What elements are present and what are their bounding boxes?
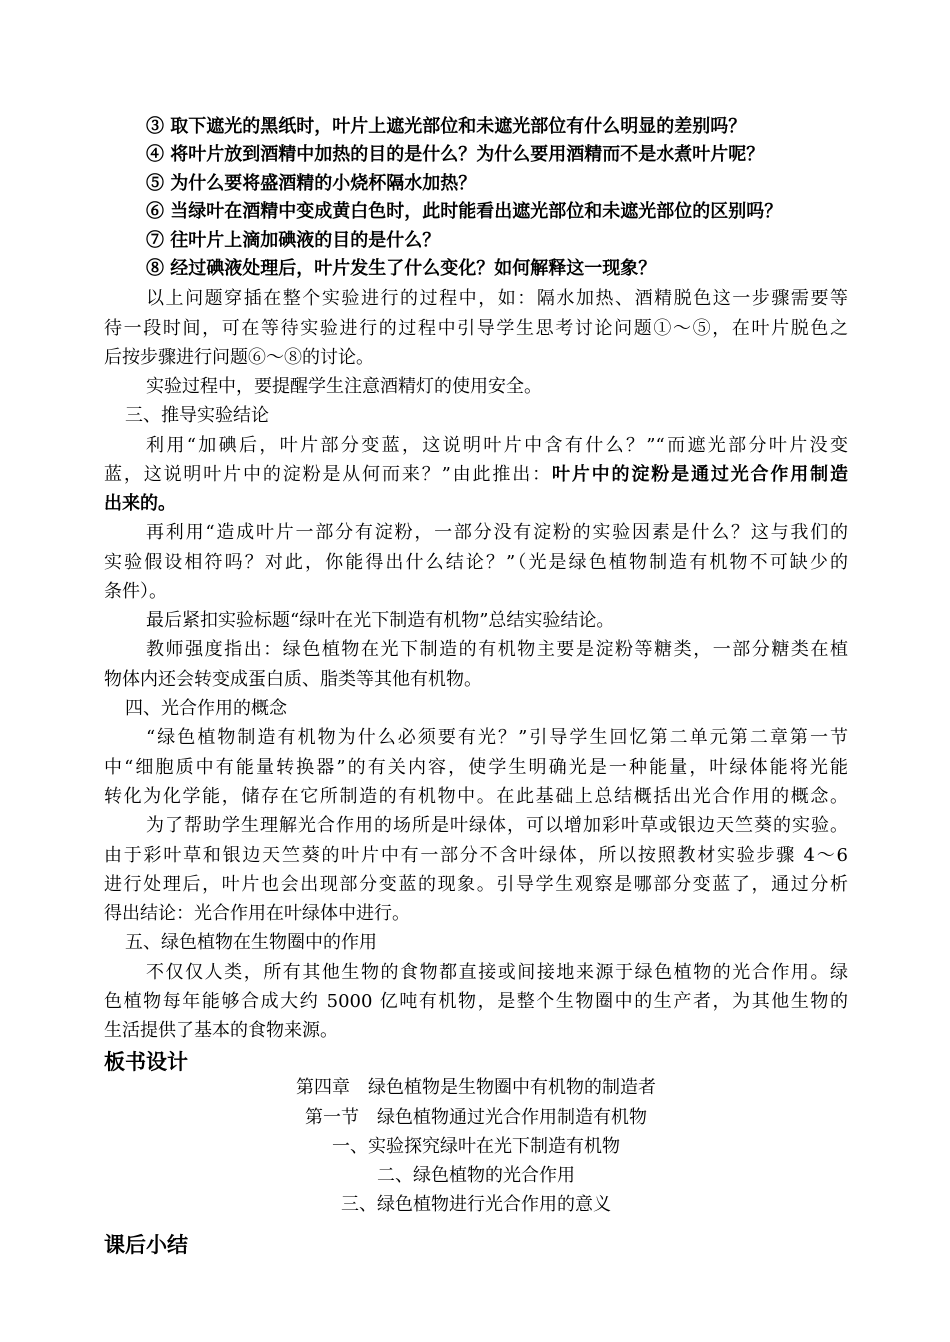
paragraph-line: 实验假设相符吗？对此，你能得出什么结论？”（光是绿色植物制造有机物不可缺少的 [104, 552, 848, 573]
board-line: 三、绿色植物进行光合作用的意义 [341, 1194, 611, 1215]
paragraph-line: 色植物每年能够合成大约 5000 亿吨有机物，是整个生物圈中的生产者，为其他生物的 [104, 991, 848, 1012]
paragraph-line: 中“细胞质中有能量转换器”的有关内容，使学生明确光是一种能量，叶绿体能将光能 [104, 757, 848, 778]
paragraph-line: 转化为化学能，储存在它所制造的有机物中。在此基础上总结概括出光合作用的概念。 [104, 786, 848, 807]
paragraph-line: 不仅仅人类，所有其他生物的食物都直接或间接地来源于绿色植物的光合作用。绿 [146, 962, 848, 983]
question-7: ⑦ 往叶片上滴加碘液的目的是什么？ [146, 230, 441, 251]
paragraph-line: 后按步骤进行问题⑥～⑧的讨论。 [104, 347, 374, 368]
conclusion-text: 叶片中的淀粉是通过光合作用制造 [551, 464, 848, 485]
question-3: ③ 取下遮光的黑纸时，叶片上遮光部位和未遮光部位有什么明显的差别吗？ [146, 116, 747, 137]
summary-title: 课后小结 [104, 1233, 188, 1257]
paragraph-line: 实验过程中，要提醒学生注意酒精灯的使用安全。 [146, 376, 542, 397]
paragraph-line: 条件）。 [104, 581, 167, 602]
paragraph-line: 得出结论：光合作用在叶绿体中进行。 [104, 903, 410, 924]
question-6: ⑥ 当绿叶在酒精中变成黄白色时，此时能看出遮光部位和未遮光部位的区别吗？ [146, 201, 783, 222]
paragraph-line: 待一段时间，可在等待实验进行的过程中引导学生思考讨论问题①～⑤，在叶片脱色之 [104, 318, 848, 339]
board-line: 二、绿色植物的光合作用 [377, 1165, 575, 1186]
section-heading: 四、光合作用的概念 [125, 698, 287, 719]
board-line: 一、实验探究绿叶在光下制造有机物 [332, 1136, 620, 1157]
paragraph-line: 最后紧扣实验标题“绿叶在光下制造有机物”总结实验结论。 [146, 610, 615, 631]
conclusion-text: 出来的。 [104, 493, 176, 514]
paragraph-line: 生活提供了基本的食物来源。 [104, 1020, 338, 1041]
board-line: 第一节 绿色植物通过光合作用制造有机物 [305, 1107, 647, 1128]
paragraph-line: 以上问题穿插在整个实验进行的过程中，如：隔水加热、酒精脱色这一步骤需要等 [146, 288, 848, 309]
paragraph-line: 教师强度指出：绿色植物在光下制造的有机物主要是淀粉等糖类，一部分糖类在植 [146, 639, 848, 660]
paragraph-line: 由于彩叶草和银边天竺葵的叶片中有一部分不含叶绿体，所以按照教材实验步骤 4～6 [104, 845, 848, 866]
section-heading: 五、绿色植物在生物圈中的作用 [125, 932, 377, 953]
text-span: 蓝，这说明叶片中的淀粉是从何而来？”由此推出： [104, 464, 552, 485]
paragraph-line: 物体内还会转变成蛋白质、脂类等其他有机物。 [104, 669, 482, 690]
paragraph-line: 进行处理后，叶片也会出现部分变蓝的现象。引导学生观察是哪部分变蓝了，通过分析 [104, 874, 848, 895]
board-design-title: 板书设计 [104, 1050, 188, 1074]
question-4: ④ 将叶片放到酒精中加热的目的是什么？为什么要用酒精而不是水煮叶片呢？ [146, 144, 765, 165]
paragraph-line: “绿色植物制造有机物为什么必须要有光？”引导学生回忆第二单元第二章第一节 [146, 727, 848, 748]
paragraph-line: 为了帮助学生理解光合作用的场所是叶绿体，可以增加彩叶草或银边天竺葵的实验。 [146, 815, 848, 836]
question-8: ⑧ 经过碘液处理后，叶片发生了什么变化？如何解释这一现象？ [146, 258, 657, 279]
section-heading: 三、推导实验结论 [125, 405, 269, 426]
paragraph-line: 利用“加碘后，叶片部分变蓝，这说明叶片中含有什么？”“而遮光部分叶片没变 [146, 435, 848, 456]
question-5: ⑤ 为什么要将盛酒精的小烧杯隔水加热？ [146, 173, 477, 194]
board-line: 第四章 绿色植物是生物圈中有机物的制造者 [296, 1077, 656, 1098]
paragraph-line: 再利用“造成叶片一部分有淀粉，一部分没有淀粉的实验因素是什么？这与我们的 [146, 522, 848, 543]
paragraph-line [104, 459, 848, 491]
